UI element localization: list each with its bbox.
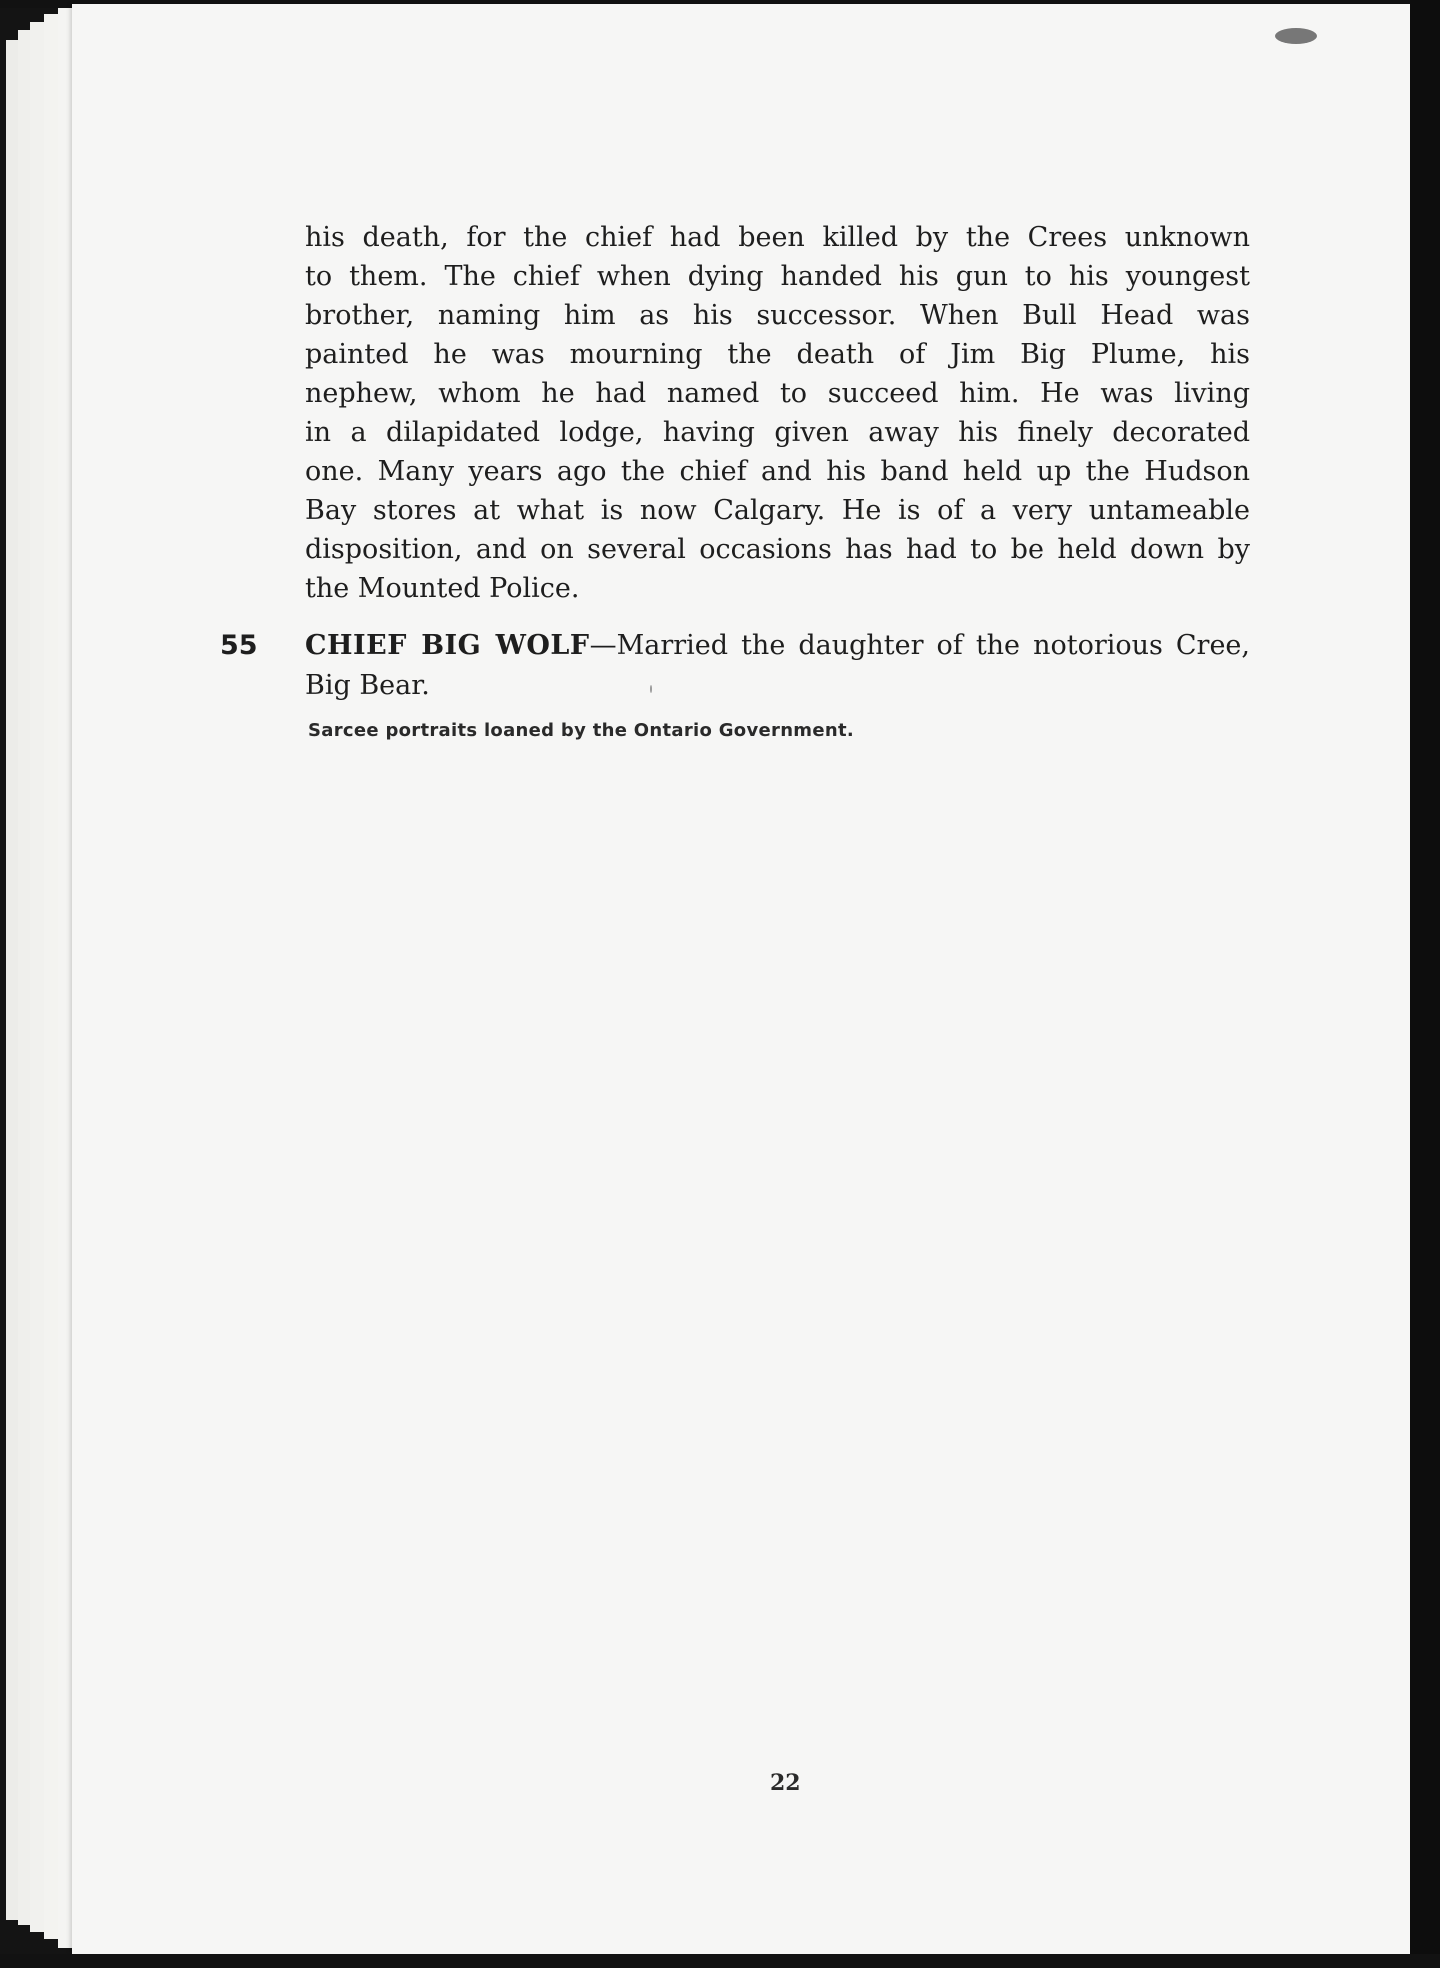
entry-text bbox=[305, 626, 1250, 706]
entry-number: 55 bbox=[220, 630, 258, 661]
scan-right-border bbox=[1410, 0, 1440, 1968]
entry-description: —Married the daughter of the notorious Cree, bbox=[589, 630, 1250, 661]
paragraph-line: disposition, and on several occasions has had to be held down by bbox=[305, 534, 1250, 565]
page-stain bbox=[1275, 28, 1317, 44]
paragraph-line: to them. The chief when dying handed his gun to his youngest bbox=[305, 261, 1250, 292]
paragraph-line: painted he was mourning the death of Jim Big Plume, his bbox=[305, 339, 1250, 370]
paragraph-line: nephew, whom he had named to succeed him. He was living bbox=[305, 378, 1250, 409]
paragraph-line: Bay stores at what is now Calgary. He is of a very untameable bbox=[305, 495, 1250, 526]
paragraph-line: the Mounted Police. bbox=[305, 573, 580, 604]
entry-first-line bbox=[305, 626, 1250, 666]
body-paragraph bbox=[305, 218, 1250, 608]
page-number: 22 bbox=[770, 1770, 801, 1796]
entry-name: CHIEF BIG WOLF bbox=[305, 630, 590, 661]
paragraph-line: in a dilapidated lodge, having given away his finely decorated bbox=[305, 417, 1250, 448]
paragraph-line: his death, for the chief had been killed by the Crees unknown bbox=[305, 222, 1250, 253]
paragraph-line: brother, naming him as his successor. When Bull Head was bbox=[305, 300, 1250, 331]
dust-speck bbox=[650, 685, 652, 693]
paragraph-line: one. Many years ago the chief and his band held up the Hudson bbox=[305, 456, 1250, 487]
scan-bottom-border bbox=[0, 1954, 1440, 1968]
credit-note: Sarcee portraits loaned by the Ontario Government. bbox=[308, 720, 855, 741]
entry-second-line: Big Bear. bbox=[305, 670, 430, 701]
